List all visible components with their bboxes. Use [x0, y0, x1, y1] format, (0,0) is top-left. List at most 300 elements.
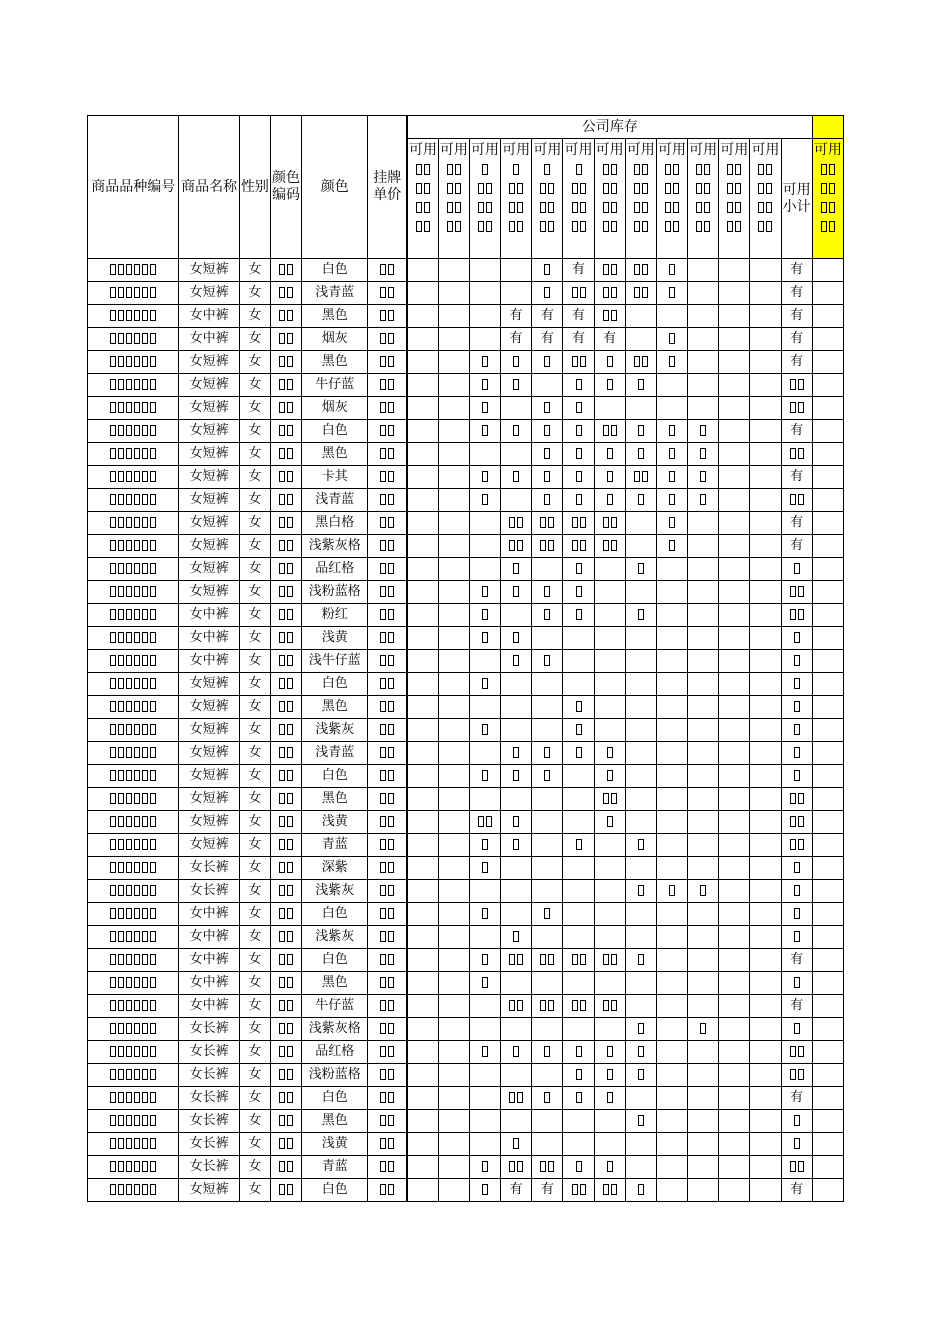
garbled-glyphs: [512, 768, 520, 783]
garbled-glyphs: [109, 952, 157, 967]
cell-color: 白色: [302, 903, 368, 926]
cell-color-code: [270, 1041, 301, 1064]
cell-avail: [594, 420, 625, 443]
cell-price: [368, 742, 407, 765]
garbled-glyphs: [575, 400, 583, 415]
cell-gender: 女: [239, 1110, 270, 1133]
cell-product-code: [88, 949, 179, 972]
table-row: [88, 282, 844, 305]
header-avail-label: 可用: [720, 142, 749, 158]
cell-color: 烟灰: [302, 328, 368, 351]
garbled-glyphs: [789, 1044, 805, 1059]
cell-gender: 女: [239, 880, 270, 903]
cell-avail: [688, 374, 719, 397]
garbled-glyphs: [481, 1159, 489, 1174]
garbled-glyphs: [637, 837, 645, 852]
cell-color-code: [270, 489, 301, 512]
garbled-glyphs: [481, 768, 489, 783]
cell-avail: [688, 489, 719, 512]
table-row: [88, 834, 844, 857]
cell-avail: [750, 512, 781, 535]
cell-product-code: [88, 512, 179, 535]
garbled-glyphs: [379, 676, 395, 691]
garbled-glyphs: [793, 1113, 801, 1128]
cell-avail: [469, 673, 500, 696]
cell-avail: [532, 1041, 563, 1064]
header-avail-col: [812, 139, 843, 259]
cell-avail: [407, 696, 438, 719]
garbled-glyphs: [637, 1113, 645, 1128]
cell-avail-total: 有: [781, 259, 812, 282]
cell-avail: [407, 1087, 438, 1110]
garbled-glyphs: [278, 653, 294, 668]
cell-avail: [501, 282, 532, 305]
garbled-glyphs: [109, 1044, 157, 1059]
garbled-glyphs: [278, 676, 294, 691]
cell-avail: [688, 305, 719, 328]
cell-avail: [563, 995, 594, 1018]
garbled-glyphs: [109, 653, 157, 668]
cell-price: [368, 811, 407, 834]
cell-avail: [719, 558, 750, 581]
garbled-glyphs: [543, 906, 551, 921]
cell-avail-total: 有: [781, 351, 812, 374]
garbled-glyphs: [109, 285, 157, 300]
cell-avail-total: [781, 443, 812, 466]
cell-avail: [407, 1041, 438, 1064]
cell-avail: [563, 512, 594, 535]
cell-avail: [469, 466, 500, 489]
header-avail-total: 可用小计: [781, 139, 812, 259]
cell-avail: [719, 328, 750, 351]
cell-avail: [812, 466, 843, 489]
garbled-glyphs: [278, 285, 294, 300]
cell-color: 黑色: [302, 305, 368, 328]
cell-avail: [688, 903, 719, 926]
cell-avail: [469, 926, 500, 949]
garbled-glyphs: [278, 837, 294, 852]
cell-avail: [812, 719, 843, 742]
garbled-glyphs: [575, 377, 583, 392]
cell-avail: [563, 581, 594, 604]
table-row: [88, 1018, 844, 1041]
garbled-glyphs: [637, 883, 645, 898]
cell-color: 卡其: [302, 466, 368, 489]
cell-avail: [719, 650, 750, 673]
garbled-glyphs: [278, 1113, 294, 1128]
garbled-glyphs: [571, 515, 587, 530]
cell-avail: [594, 696, 625, 719]
garbled-glyphs: [109, 308, 157, 323]
cell-avail: [750, 328, 781, 351]
garbled-glyphs: [278, 423, 294, 438]
garbled-glyphs: [637, 377, 645, 392]
garbled-glyphs: [379, 883, 395, 898]
cell-avail: [656, 305, 687, 328]
cell-avail: [719, 857, 750, 880]
garbled-glyphs: [439, 160, 469, 236]
cell-avail: [594, 305, 625, 328]
cell-avail: [812, 489, 843, 512]
cell-avail: [532, 1064, 563, 1087]
garbled-glyphs: [109, 584, 157, 599]
cell-avail: [656, 811, 687, 834]
garbled-glyphs: [793, 699, 801, 714]
cell-avail: [532, 765, 563, 788]
cell-avail: [750, 719, 781, 742]
cell-avail: [750, 1087, 781, 1110]
garbled-glyphs: [109, 630, 157, 645]
cell-avail: [501, 673, 532, 696]
cell-product-code: [88, 581, 179, 604]
garbled-glyphs: [571, 998, 587, 1013]
cell-color-code: [270, 903, 301, 926]
table-row: [88, 1156, 844, 1179]
cell-avail: [407, 374, 438, 397]
garbled-glyphs: [481, 584, 489, 599]
cell-avail: [656, 742, 687, 765]
table-row: [88, 857, 844, 880]
table-row: [88, 1087, 844, 1110]
cell-avail: [625, 1087, 656, 1110]
cell-avail-total: [781, 903, 812, 926]
header-color-code: 颜色编码: [270, 116, 301, 259]
cell-avail: [656, 443, 687, 466]
cell-avail: [688, 949, 719, 972]
cell-avail: [625, 995, 656, 1018]
header-avail-col: [532, 139, 563, 259]
cell-avail: [750, 834, 781, 857]
garbled-glyphs: [543, 400, 551, 415]
garbled-glyphs: [379, 377, 395, 392]
cell-product-name: 女长裤: [179, 1087, 239, 1110]
cell-avail: [656, 374, 687, 397]
cell-product-name: 女中裤: [179, 926, 239, 949]
cell-product-name: 女短裤: [179, 466, 239, 489]
cell-avail: [438, 696, 469, 719]
cell-avail: [750, 811, 781, 834]
garbled-glyphs: [109, 1136, 157, 1151]
garbled-glyphs: [109, 906, 157, 921]
cell-price: [368, 1064, 407, 1087]
cell-avail: [594, 1133, 625, 1156]
cell-product-name: 女短裤: [179, 351, 239, 374]
garbled-glyphs: [379, 1136, 395, 1151]
cell-avail-total: 有: [781, 328, 812, 351]
cell-avail: [656, 627, 687, 650]
cell-product-code: [88, 489, 179, 512]
table-row: [88, 420, 844, 443]
cell-avail-total: [781, 765, 812, 788]
garbled-glyphs: [543, 354, 551, 369]
garbled-glyphs: [379, 837, 395, 852]
cell-avail: [688, 1018, 719, 1041]
cell-color-code: [270, 765, 301, 788]
cell-avail: [656, 259, 687, 282]
header-avail-col: [501, 139, 532, 259]
cell-avail: [656, 834, 687, 857]
garbled-glyphs: [637, 952, 645, 967]
cell-avail: [469, 420, 500, 443]
garbled-glyphs: [606, 446, 614, 461]
cell-avail: [501, 1041, 532, 1064]
garbled-glyphs: [637, 561, 645, 576]
cell-product-code: [88, 972, 179, 995]
cell-avail: [812, 1156, 843, 1179]
cell-avail: [688, 788, 719, 811]
cell-avail: [563, 811, 594, 834]
cell-avail: [625, 880, 656, 903]
cell-color-code: [270, 926, 301, 949]
table-row: [88, 512, 844, 535]
garbled-glyphs: [508, 1159, 524, 1174]
cell-avail: [719, 535, 750, 558]
cell-avail: [594, 1064, 625, 1087]
cell-avail: [625, 1110, 656, 1133]
cell-avail: [438, 512, 469, 535]
cell-avail: [688, 1087, 719, 1110]
cell-avail: [501, 949, 532, 972]
cell-avail: [438, 650, 469, 673]
cell-avail: [656, 535, 687, 558]
cell-avail: [532, 719, 563, 742]
garbled-glyphs: [278, 699, 294, 714]
cell-gender: 女: [239, 788, 270, 811]
garbled-glyphs: [512, 1044, 520, 1059]
cell-avail: [407, 351, 438, 374]
cell-avail: [656, 949, 687, 972]
cell-avail: [563, 1041, 594, 1064]
garbled-glyphs: [606, 492, 614, 507]
cell-avail: [688, 1179, 719, 1202]
cell-color-code: [270, 742, 301, 765]
cell-avail: [501, 765, 532, 788]
garbled-glyphs: [278, 538, 294, 553]
cell-avail: [469, 1133, 500, 1156]
cell-avail: [563, 834, 594, 857]
garbled-glyphs: [278, 1021, 294, 1036]
garbled-glyphs: [481, 469, 489, 484]
cell-avail: [501, 259, 532, 282]
garbled-glyphs: [481, 354, 489, 369]
cell-avail: [594, 397, 625, 420]
garbled-glyphs: [793, 768, 801, 783]
garbled-glyphs: [481, 423, 489, 438]
cell-avail: [625, 696, 656, 719]
cell-gender: 女: [239, 1087, 270, 1110]
cell-avail: [688, 926, 719, 949]
garbled-glyphs: [379, 791, 395, 806]
table-row: [88, 581, 844, 604]
garbled-glyphs: [109, 860, 157, 875]
cell-avail: [812, 627, 843, 650]
cell-avail: [594, 995, 625, 1018]
garbled-glyphs: [379, 952, 395, 967]
cell-avail-total: 有: [781, 420, 812, 443]
cell-avail: [563, 673, 594, 696]
cell-color-code: [270, 512, 301, 535]
garbled-glyphs: [512, 1136, 520, 1151]
garbled-glyphs: [668, 262, 676, 277]
garbled-glyphs: [379, 446, 395, 461]
cell-avail: [812, 903, 843, 926]
garbled-glyphs: [602, 515, 618, 530]
garbled-glyphs: [278, 929, 294, 944]
table-row: [88, 903, 844, 926]
cell-avail: [438, 857, 469, 880]
cell-price: [368, 972, 407, 995]
garbled-glyphs: [109, 768, 157, 783]
cell-avail-total: [781, 1041, 812, 1064]
garbled-glyphs: [512, 653, 520, 668]
cell-avail: [625, 282, 656, 305]
cell-price: [368, 1179, 407, 1202]
cell-avail: [563, 650, 594, 673]
header-company-stock: 公司库存: [407, 116, 812, 139]
cell-avail: [594, 742, 625, 765]
cell-avail-total: [781, 374, 812, 397]
table-row: [88, 558, 844, 581]
table-row: [88, 466, 844, 489]
garbled-glyphs: [278, 515, 294, 530]
header-avail-col: [469, 139, 500, 259]
cell-avail-total: 有: [781, 995, 812, 1018]
cell-avail: [501, 719, 532, 742]
cell-avail: [812, 1179, 843, 1202]
cell-avail: [501, 604, 532, 627]
cell-avail: [532, 650, 563, 673]
garbled-glyphs: [379, 262, 395, 277]
garbled-glyphs: [379, 354, 395, 369]
cell-product-name: 女短裤: [179, 719, 239, 742]
cell-product-code: [88, 834, 179, 857]
cell-price: [368, 558, 407, 581]
cell-avail: [812, 535, 843, 558]
garbled-glyphs: [668, 446, 676, 461]
header-product-name: 商品名称: [179, 116, 239, 259]
garbled-glyphs: [793, 906, 801, 921]
header-avail-label: 可用: [689, 142, 718, 158]
cell-avail: [501, 926, 532, 949]
cell-gender: 女: [239, 696, 270, 719]
cell-color-code: [270, 949, 301, 972]
garbled-glyphs: [481, 860, 489, 875]
cell-avail: [750, 880, 781, 903]
garbled-glyphs: [278, 561, 294, 576]
garbled-glyphs: [571, 952, 587, 967]
cell-avail: [719, 305, 750, 328]
cell-avail: [625, 305, 656, 328]
cell-avail: [438, 880, 469, 903]
cell-avail: [438, 719, 469, 742]
cell-avail: [719, 1064, 750, 1087]
cell-avail: [656, 282, 687, 305]
garbled-glyphs: [606, 814, 614, 829]
cell-avail: [750, 535, 781, 558]
cell-avail: [563, 420, 594, 443]
garbled-glyphs: [575, 745, 583, 760]
garbled-glyphs: [379, 584, 395, 599]
header-avail-label: 可用: [657, 142, 686, 158]
cell-avail: [812, 696, 843, 719]
garbled-glyphs: [789, 791, 805, 806]
cell-avail: [656, 328, 687, 351]
cell-avail: [438, 903, 469, 926]
garbled-glyphs: [543, 446, 551, 461]
header-avail-col: [563, 139, 594, 259]
cell-color: 品红格: [302, 1041, 368, 1064]
cell-avail: [438, 558, 469, 581]
cell-avail: [469, 811, 500, 834]
cell-avail: [719, 995, 750, 1018]
garbled-glyphs: [481, 975, 489, 990]
garbled-glyphs: [789, 377, 805, 392]
cell-avail: [750, 788, 781, 811]
cell-color: 浅青蓝: [302, 282, 368, 305]
cell-avail: [625, 489, 656, 512]
cell-product-code: [88, 903, 179, 926]
cell-avail: [688, 627, 719, 650]
cell-avail: [438, 1041, 469, 1064]
cell-avail: [501, 1156, 532, 1179]
garbled-glyphs: [637, 1182, 645, 1197]
table-row: [88, 742, 844, 765]
cell-avail: [750, 1064, 781, 1087]
garbled-glyphs: [379, 561, 395, 576]
cell-avail: [469, 627, 500, 650]
garbled-glyphs: [571, 285, 587, 300]
cell-product-name: 女长裤: [179, 1133, 239, 1156]
garbled-glyphs: [512, 561, 520, 576]
cell-avail: [656, 903, 687, 926]
cell-avail: [501, 466, 532, 489]
cell-product-code: [88, 466, 179, 489]
table-row: [88, 1041, 844, 1064]
cell-avail: [750, 1133, 781, 1156]
cell-product-code: [88, 1156, 179, 1179]
cell-avail: [532, 259, 563, 282]
garbled-glyphs: [543, 262, 551, 277]
cell-avail: [812, 1064, 843, 1087]
garbled-glyphs: [379, 998, 395, 1013]
cell-color: 浅紫灰格: [302, 1018, 368, 1041]
cell-avail: [532, 466, 563, 489]
garbled-glyphs: [379, 538, 395, 553]
garbled-glyphs: [481, 952, 489, 967]
garbled-glyphs: [109, 331, 157, 346]
header-avail-col: [688, 139, 719, 259]
cell-avail: [812, 673, 843, 696]
garbled-glyphs: [379, 745, 395, 760]
cell-price: [368, 627, 407, 650]
cell-color-code: [270, 1087, 301, 1110]
cell-avail: [625, 765, 656, 788]
cell-avail: 有: [594, 328, 625, 351]
cell-product-name: 女中裤: [179, 328, 239, 351]
garbled-glyphs: [481, 400, 489, 415]
cell-avail: [407, 1133, 438, 1156]
cell-avail: [812, 328, 843, 351]
garbled-glyphs: [379, 1044, 395, 1059]
cell-avail: [407, 558, 438, 581]
cell-avail: [750, 765, 781, 788]
cell-gender: 女: [239, 535, 270, 558]
cell-product-code: [88, 857, 179, 880]
cell-color-code: [270, 1133, 301, 1156]
cell-product-name: 女长裤: [179, 1041, 239, 1064]
garbled-glyphs: [668, 538, 676, 553]
cell-avail: [750, 558, 781, 581]
